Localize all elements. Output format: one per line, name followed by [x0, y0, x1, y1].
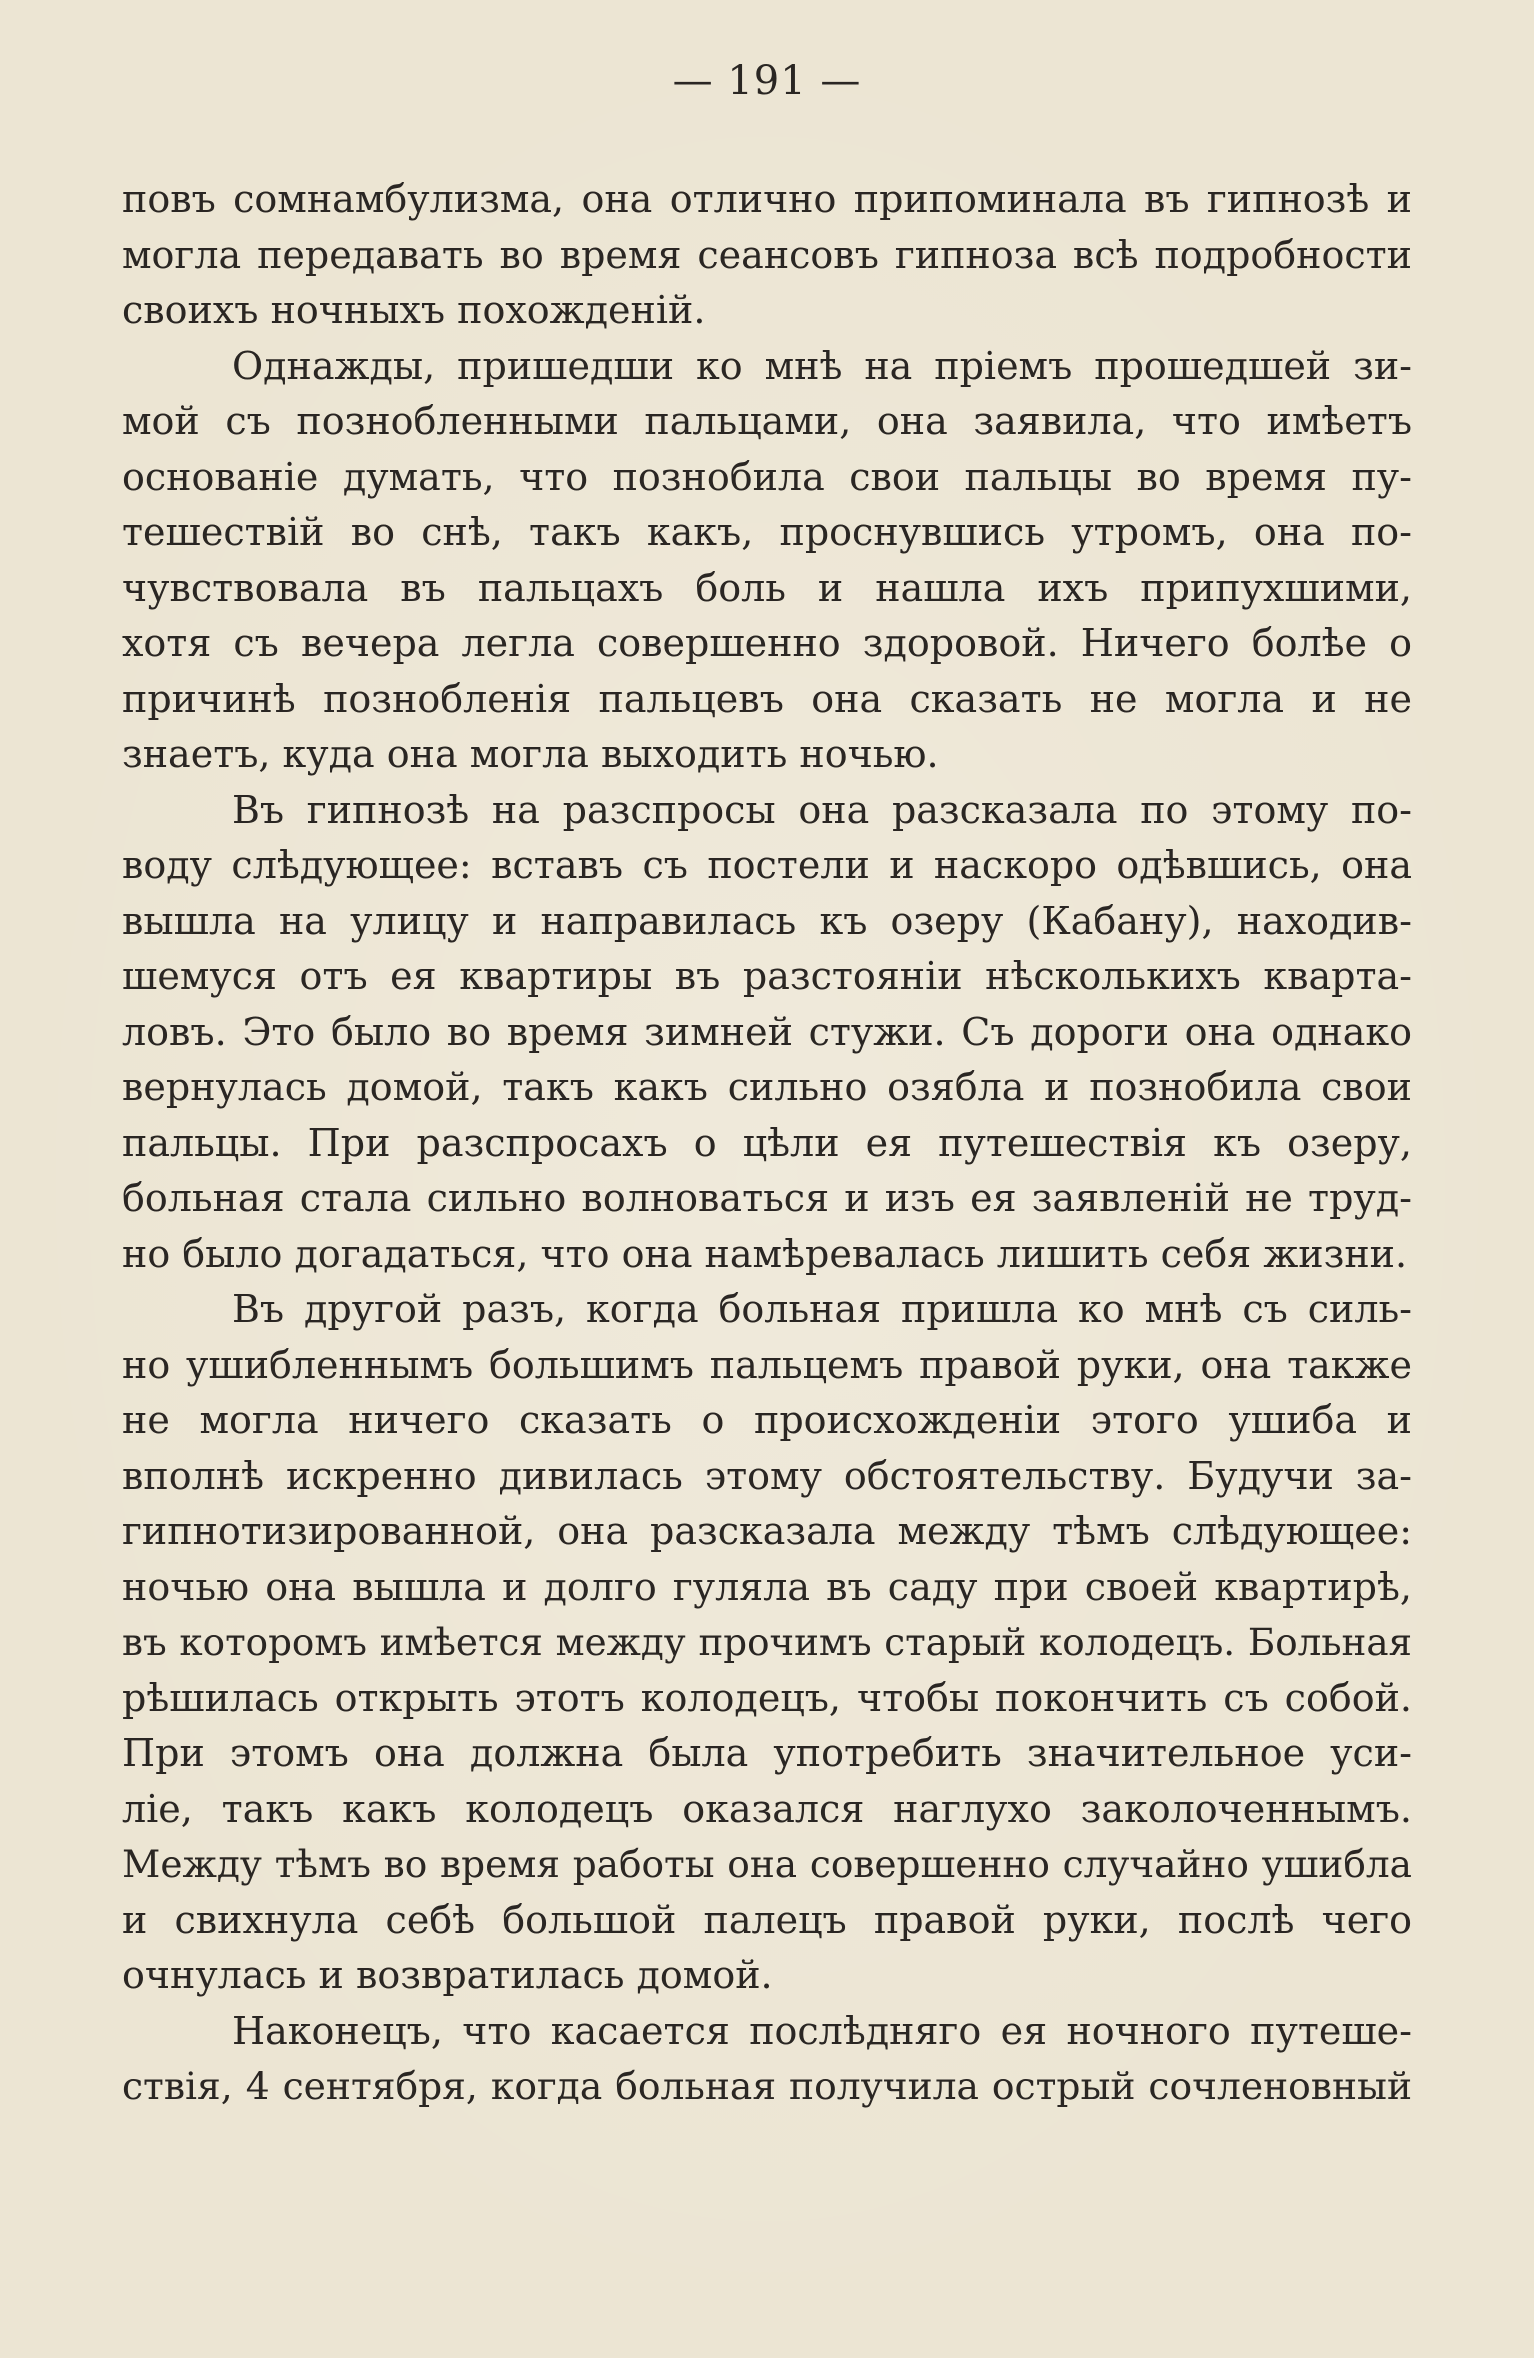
text-line: Между тѣмъ во время работы она совершенно случайно ушибла	[122, 1842, 1412, 1886]
page-number: — 191 —	[672, 58, 862, 104]
text-line: Въ другой разъ, когда больная пришла ко мнѣ съ силь-	[232, 1287, 1412, 1331]
text-line: въ которомъ имѣется между прочимъ старый колодецъ. Больная	[122, 1620, 1412, 1664]
text-line: гипнотизированной, она разсказала между тѣмъ слѣдующее:	[122, 1509, 1412, 1553]
text-line: мой съ познобленными пальцами, она заявила, что имѣетъ	[122, 399, 1412, 443]
text-line: пальцы. При разспросахъ о цѣли ея путешествія къ озеру,	[122, 1120, 1412, 1165]
text-line: очнулась и возвратилась домой.	[122, 1953, 773, 1997]
text-line: шемуся отъ ея квартиры въ разстояніи нѣсколькихъ кварта-	[122, 954, 1412, 998]
text-line: знаетъ, куда она могла выходить ночью.	[122, 732, 939, 776]
text-line: ловъ. Это было во время зимней стужи. Съ дороги она однако	[122, 1009, 1412, 1054]
text-line: вышла на улицу и направилась къ озеру (Кабану), находив-	[122, 898, 1412, 943]
body-text	[122, 172, 1412, 2115]
text-line: чувствовала въ пальцахъ боль и нашла ихъ припухшими,	[122, 565, 1412, 610]
text-line: Въ гипнозѣ на разспросы она разсказала по этому по-	[232, 787, 1412, 832]
text-line: ствія, 4 сентября, когда больная получила острый сочленовный	[122, 2064, 1412, 2108]
text-line: Наконецъ, что касается послѣдняго ея ночного путеше-	[232, 2008, 1412, 2053]
text-line: воду слѣдующее: вставъ съ постели и наскоро одѣвшись, она	[122, 843, 1412, 887]
text-line: Однажды, пришедши ко мнѣ на пріемъ прошедшей зи-	[232, 343, 1412, 388]
text-line: При этомъ она должна была употребить значительное уси-	[122, 1731, 1412, 1775]
text-line: повъ сомнамбулизма, она отлично припоминала въ гипнозѣ и	[122, 177, 1412, 221]
text-line: и свихнула себѣ большой палецъ правой руки, послѣ чего	[122, 1897, 1412, 1942]
text-line: причинѣ познобленія пальцевъ она сказать не могла и не	[122, 676, 1412, 721]
text-line: но ушибленнымъ большимъ пальцемъ правой руки, она также	[122, 1342, 1412, 1387]
text-line: рѣшилась открыть этотъ колодецъ, чтобы покончить съ собой.	[122, 1675, 1412, 1720]
text-line: хотя съ вечера легла совершенно здоровой. Ничего болѣе о	[122, 621, 1412, 665]
text-line: ліе, такъ какъ колодецъ оказался наглухо заколоченнымъ.	[122, 1786, 1412, 1831]
text-line: основаніе думать, что познобила свои пальцы во время пу-	[122, 454, 1412, 499]
text-line: больная стала сильно волноваться и изъ ея заявленій не труд-	[122, 1176, 1412, 1220]
text-line: вернулась домой, такъ какъ сильно озябла и познобила свои	[122, 1065, 1412, 1109]
text-line: своихъ ночныхъ похожденій.	[122, 288, 706, 332]
text-line: могла передавать во время сеансовъ гипноза всѣ подробности	[122, 232, 1412, 277]
text-line: но было догадаться, что она намѣревалась лишить себя жизни.	[122, 1231, 1408, 1276]
text-line: тешествій во снѣ, такъ какъ, проснувшись утромъ, она по-	[122, 510, 1412, 554]
text-line: не могла ничего сказать о происхожденіи этого ушиба и	[122, 1398, 1412, 1442]
text-line: вполнѣ искренно дивилась этому обстоятельству. Будучи за-	[122, 1453, 1412, 1498]
text-line: ночью она вышла и долго гуляла въ саду при своей квартирѣ,	[122, 1564, 1412, 1609]
